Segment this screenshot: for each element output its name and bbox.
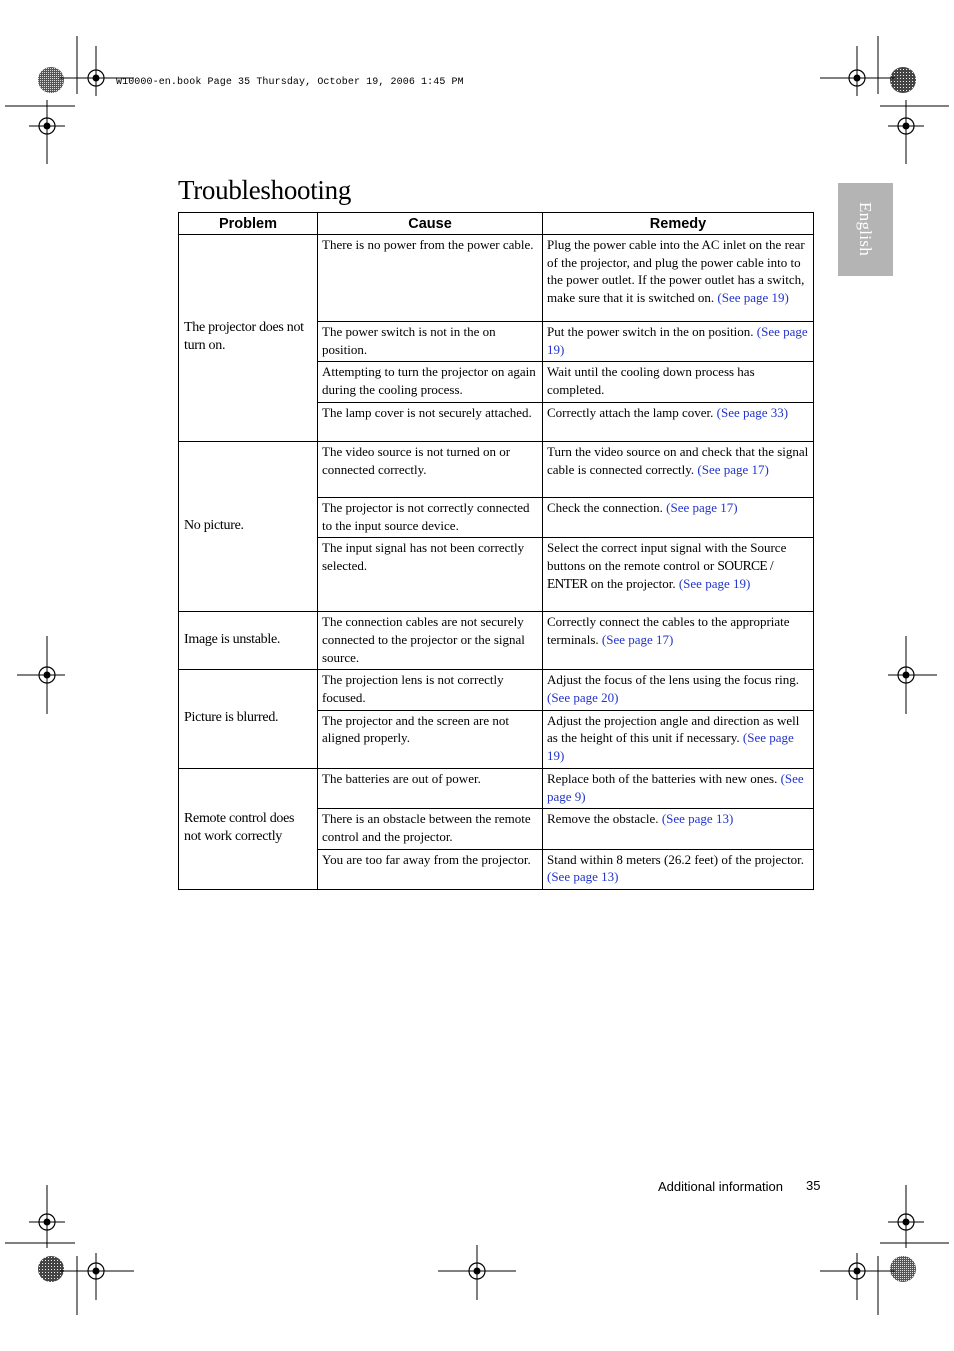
language-tab-label: English	[856, 201, 875, 257]
cause-cell: The batteries are out of power.	[318, 768, 543, 808]
remedy-text: Remove the obstacle.	[547, 811, 662, 827]
remedy-cell	[543, 322, 814, 362]
page-title: Troubleshooting	[178, 175, 352, 205]
remedy-text: Stand within 8 meters (26.2 feet) of the projector.	[547, 851, 805, 867]
remedy-text: Adjust the focus of the lens using the focus ring.	[547, 672, 800, 688]
cause-cell: The projector is not correctly connected to the input source device.	[318, 497, 543, 537]
remedy-text: Wait until the cooling down process has completed.	[547, 364, 755, 398]
cause-cell: The projection lens is not correctly focused.	[318, 670, 543, 710]
source-enter-key-label: SOURCE / ENTER	[547, 557, 774, 591]
cause-cell: The connection cables are not securely connected to the projector or the signal source.	[318, 612, 543, 670]
page-reference-link[interactable]: (See page 19)	[547, 324, 808, 357]
page-reference-link[interactable]: (See page 19)	[547, 730, 794, 764]
remedy-cell	[543, 768, 814, 808]
remedy-text: on the projector.	[587, 575, 679, 591]
cause-cell: The lamp cover is not securely attached.	[318, 402, 543, 441]
problem-cell: Picture is blurred.	[179, 670, 318, 769]
remedy-cell	[543, 235, 814, 322]
footer-section-title: Additional information	[658, 1179, 784, 1194]
remedy-cell	[543, 441, 814, 497]
remedy-cell	[543, 497, 814, 537]
cause-cell: The input signal has not been correctly selected.	[318, 538, 543, 612]
page-reference-link[interactable]: (See page 20)	[547, 690, 619, 706]
remedy-text: Replace both of the batteries with new ones.	[547, 770, 781, 786]
footer-page-number: 35	[806, 1178, 821, 1193]
language-tab	[838, 183, 893, 276]
cause-cell: The power switch is not in the on position.	[318, 322, 543, 362]
problem-cell: Remote control does not work correctly	[179, 768, 318, 889]
cause-cell: There is an obstacle between the remote control and the projector.	[318, 809, 543, 849]
header-remedy: Remedy	[543, 213, 814, 235]
table-row	[179, 768, 814, 808]
remedy-cell	[543, 402, 814, 441]
problem-cell: Image is unstable.	[179, 612, 318, 670]
header-cause: Cause	[318, 213, 543, 235]
remedy-text: Select the correct input signal with the Source buttons on the remote control or	[547, 540, 787, 573]
table-row	[179, 441, 814, 497]
cause-cell: The video source is not turned on or connected correctly.	[318, 441, 543, 497]
page-reference-link[interactable]: (See page 17)	[697, 461, 769, 477]
remedy-cell	[543, 538, 814, 612]
cause-cell: The projector and the screen are not aligned properly.	[318, 710, 543, 768]
page-reference-link[interactable]: (See page 17)	[601, 631, 674, 647]
page-reference-link[interactable]: (See page 17)	[666, 499, 738, 515]
page-reference-link[interactable]: (See page 9)	[547, 770, 804, 804]
remedy-cell	[543, 670, 814, 710]
cause-cell: Attempting to turn the projector on again during the cooling process.	[318, 362, 543, 402]
remedy-text: Plug the power cable into the AC inlet on the rear of the projector, and plug the power cable into to the power outlet. If the power outlet has a switch, make sure that it is switched on.	[547, 237, 805, 306]
remedy-text: Check the connection.	[547, 499, 667, 515]
problem-cell: No picture.	[179, 441, 318, 611]
remedy-cell	[543, 849, 814, 889]
remedy-text: Correctly attach the lamp cover.	[547, 404, 717, 420]
remedy-cell	[543, 809, 814, 849]
table-row	[179, 670, 814, 710]
remedy-text: Put the power switch in the on position.	[547, 324, 757, 339]
page-reference-link[interactable]: (See page 33)	[716, 404, 789, 420]
cause-cell: There is no power from the power cable.	[318, 235, 543, 322]
remedy-cell	[543, 710, 814, 768]
page-reference-link[interactable]: (See page 19)	[678, 575, 751, 591]
page-reference-link[interactable]: (See page 13)	[547, 869, 619, 885]
troubleshooting-table	[178, 212, 814, 890]
page-reference-link[interactable]: (See page 19)	[717, 290, 789, 306]
header-problem: Problem	[179, 213, 318, 235]
page-reference-link[interactable]: (See page 13)	[661, 811, 734, 827]
table-row	[179, 612, 814, 670]
table-header-row	[179, 213, 814, 235]
remedy-text: Adjust the projection angle and direction as well as the height of this unit if necessary.	[547, 712, 800, 746]
print-header: W10000-en.book Page 35 Thursday, October 19, 2006 1:45 PM	[116, 77, 464, 88]
remedy-cell	[543, 612, 814, 670]
problem-cell: The projector does not turn on.	[179, 235, 318, 442]
cause-cell: You are too far away from the projector.	[318, 849, 543, 889]
remedy-text: Turn the video source on and check that the signal cable is connected correctly.	[547, 443, 809, 477]
remedy-cell	[543, 362, 814, 402]
remedy-text: Correctly connect the cables to the appropriate terminals.	[547, 614, 790, 647]
table-row	[179, 235, 814, 322]
